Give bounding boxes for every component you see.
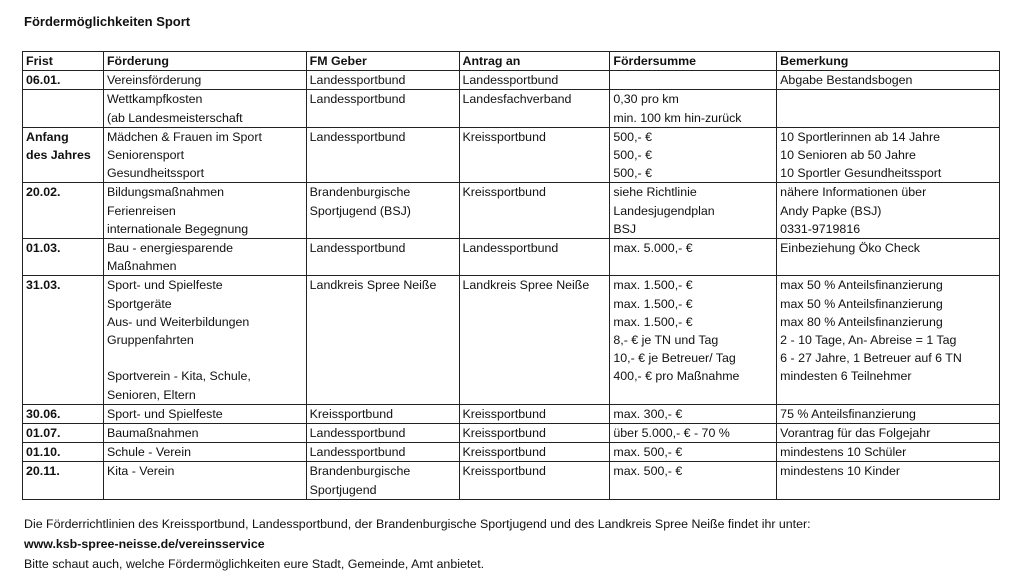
- cell-bemerkung-line: 75 % Anteilsfinanzierung: [780, 406, 916, 421]
- cell-foerdersumme-line: max. 1.500,- €: [613, 278, 693, 293]
- table-row: [23, 71, 1000, 90]
- cell-fm-geber: [306, 239, 459, 276]
- cell-antrag-an: [459, 462, 610, 499]
- cell-frist: [23, 90, 104, 127]
- cell-antrag-an-line: Landessportbund: [462, 241, 559, 256]
- table-row: [23, 90, 1000, 127]
- cell-fm-geber-line: Landessportbund: [309, 129, 406, 144]
- footer-hint: Bitte schaut auch, welche Fördermöglichkeiten eure Stadt, Gemeinde, Amt anbietet.: [24, 557, 485, 571]
- cell-antrag-an: [459, 276, 610, 404]
- cell-frist: [23, 71, 104, 90]
- cell-frist: [23, 276, 104, 404]
- cell-bemerkung-line: 10 Sportler Gesundheitssport: [780, 166, 942, 181]
- cell-fm-geber-line: Landessportbund: [309, 92, 406, 107]
- header-foerdersumme: Fördersumme: [610, 52, 777, 71]
- cell-foerderung-line: (ab Landesmeisterschaft: [106, 110, 243, 125]
- cell-foerderung-line: Baumaßnahmen: [106, 426, 199, 441]
- cell-foerderung: [103, 183, 306, 239]
- cell-foerderung-line: internationale Begegnung: [106, 221, 249, 236]
- cell-foerderung-line: Sportverein - Kita, Schule,: [106, 369, 251, 384]
- header-fm-geber: FM Geber: [306, 52, 459, 71]
- cell-antrag-an-line: Kreissportbund: [462, 185, 546, 200]
- cell-antrag-an: [459, 127, 610, 183]
- table-row: [23, 239, 1000, 276]
- cell-foerdersumme-line: 0,30 pro km: [613, 92, 679, 107]
- cell-bemerkung: [777, 71, 1000, 90]
- cell-foerderung-line: Seniorensport: [106, 148, 185, 163]
- table-row: [23, 127, 1000, 183]
- table-row: [23, 462, 1000, 499]
- cell-frist: [23, 239, 104, 276]
- cell-antrag-an-line: Kreissportbund: [462, 406, 546, 421]
- cell-antrag-an-line: Landkreis Spree Neiße: [462, 278, 590, 293]
- cell-frist: [23, 127, 104, 183]
- cell-bemerkung-line: mindesten 6 Teilnehmer: [780, 369, 912, 384]
- page-title: Fördermöglichkeiten Sport: [24, 14, 191, 29]
- cell-foerdersumme: [610, 276, 777, 404]
- table-header-row: [23, 52, 1000, 71]
- cell-frist: [23, 443, 104, 462]
- cell-foerdersumme-line: 500,- €: [613, 129, 652, 144]
- cell-antrag-an: [459, 443, 610, 462]
- cell-frist: [23, 424, 104, 443]
- cell-bemerkung: [777, 276, 1000, 404]
- cell-foerdersumme-line: max. 500,- €: [613, 464, 683, 479]
- header-foerderung: Förderung: [103, 52, 306, 71]
- cell-foerdersumme-line: max. 300,- €: [613, 406, 683, 421]
- cell-fm-geber-line: Landessportbund: [309, 445, 406, 460]
- cell-foerderung: [103, 90, 306, 127]
- cell-frist-line: des Jahres: [26, 148, 91, 163]
- funding-table: [22, 51, 1000, 500]
- cell-fm-geber: [306, 443, 459, 462]
- cell-bemerkung-line: nähere Informationen über: [780, 185, 927, 200]
- cell-bemerkung-line: 2 - 10 Tage, An- Abreise = 1 Tag: [780, 333, 957, 348]
- cell-antrag-an-line: Kreissportbund: [462, 464, 546, 479]
- cell-foerderung-line: Schule - Verein: [106, 445, 191, 460]
- header-frist: Frist: [23, 52, 104, 71]
- table-row: [23, 276, 1000, 404]
- cell-foerdersumme: [610, 239, 777, 276]
- cell-foerderung-line: Senioren, Eltern: [106, 387, 196, 402]
- cell-foerdersumme-line: max. 1.500,- €: [613, 314, 693, 329]
- cell-fm-geber: [306, 183, 459, 239]
- cell-bemerkung-line: 10 Sportlerinnen ab 14 Jahre: [780, 129, 940, 144]
- cell-foerderung-line: Gesundheitssport: [106, 166, 205, 181]
- cell-fm-geber: [306, 462, 459, 499]
- cell-fm-geber-line: Brandenburgische: [309, 185, 411, 200]
- cell-frist-line: 20.11.: [26, 464, 60, 479]
- table-row: [23, 424, 1000, 443]
- cell-foerdersumme-line: min. 100 km hin-zurück: [613, 110, 742, 125]
- table-body: [23, 71, 1000, 500]
- cell-bemerkung: [777, 443, 1000, 462]
- cell-foerderung-line: Vereinsförderung: [106, 73, 202, 88]
- cell-fm-geber: [306, 404, 459, 423]
- cell-foerdersumme-line: BSJ: [613, 221, 637, 236]
- cell-bemerkung-line: Andy Papke (BSJ): [780, 203, 882, 218]
- cell-frist-line: 01.07.: [26, 426, 61, 441]
- cell-fm-geber-line: Brandenburgische: [309, 464, 411, 479]
- cell-foerdersumme: [610, 404, 777, 423]
- cell-bemerkung-line: max 50 % Anteilsfinanzierung: [780, 278, 943, 293]
- table-row: [23, 183, 1000, 239]
- cell-foerdersumme: [610, 443, 777, 462]
- cell-frist-line: 06.01.: [26, 73, 61, 88]
- cell-fm-geber-line: Sportjugend (BSJ): [309, 203, 411, 218]
- cell-antrag-an-line: Kreissportbund: [462, 129, 546, 144]
- cell-foerderung-line: Aus- und Weiterbildungen: [106, 314, 250, 329]
- cell-bemerkung-line: Abgabe Bestandsbogen: [780, 73, 913, 88]
- cell-fm-geber: [306, 276, 459, 404]
- cell-antrag-an: [459, 239, 610, 276]
- cell-frist-line: 20.02.: [26, 185, 61, 200]
- cell-frist-line: 31.03.: [26, 278, 61, 293]
- cell-antrag-an: [459, 424, 610, 443]
- cell-foerderung: [103, 127, 306, 183]
- cell-antrag-an: [459, 183, 610, 239]
- cell-foerderung-line: Wettkampfkosten: [106, 92, 203, 107]
- cell-foerderung-line: Kita - Verein: [106, 464, 175, 479]
- footer-text: Die Förderrichtlinien des Kreissportbund, Landessportbund, der Brandenburgische Sportjugend und des Landkreis Spree Neiße findet ihr unter:: [24, 517, 811, 531]
- cell-antrag-an: [459, 90, 610, 127]
- cell-bemerkung-line: Einbeziehung Öko Check: [780, 241, 920, 256]
- cell-foerderung: [103, 276, 306, 404]
- cell-bemerkung: [777, 183, 1000, 239]
- cell-foerdersumme-line: 10,- € je Betreuer/ Tag: [613, 351, 736, 366]
- cell-fm-geber-line: Landkreis Spree Neiße: [309, 278, 437, 293]
- cell-fm-geber-line: Sportjugend: [309, 482, 377, 497]
- cell-frist-line: 01.03.: [26, 241, 61, 256]
- cell-bemerkung: [777, 239, 1000, 276]
- cell-frist: [23, 404, 104, 423]
- cell-foerderung-line: Bau - energiesparende: [106, 241, 233, 256]
- cell-foerderung-line: Mädchen & Frauen im Sport: [106, 129, 262, 144]
- cell-foerderung: [103, 443, 306, 462]
- cell-bemerkung-line: Vorantrag für das Folgejahr: [780, 426, 931, 441]
- cell-bemerkung-line: mindestens 10 Kinder: [780, 464, 901, 479]
- cell-foerdersumme: [610, 424, 777, 443]
- cell-fm-geber: [306, 424, 459, 443]
- cell-foerdersumme-line: max. 500,- €: [613, 445, 683, 460]
- cell-frist: [23, 462, 104, 499]
- cell-bemerkung: [777, 462, 1000, 499]
- cell-frist-line: Anfang: [26, 129, 69, 144]
- cell-antrag-an: [459, 404, 610, 423]
- cell-foerderung: [103, 71, 306, 90]
- cell-frist: [23, 183, 104, 239]
- cell-bemerkung: [777, 404, 1000, 423]
- cell-foerderung-line: Sportgeräte: [106, 296, 172, 311]
- cell-bemerkung: [777, 90, 1000, 127]
- cell-bemerkung-line: 6 - 27 Jahre, 1 Betreuer auf 6 TN: [780, 351, 962, 366]
- cell-foerderung: [103, 424, 306, 443]
- cell-foerderung-line: [107, 349, 303, 367]
- table-row: [23, 443, 1000, 462]
- cell-fm-geber-line: Landessportbund: [309, 241, 406, 256]
- cell-foerderung-line: Ferienreisen: [106, 203, 176, 218]
- cell-foerderung-line: Maßnahmen: [106, 259, 177, 274]
- cell-foerderung-line: Sport- und Spielfeste: [106, 278, 223, 293]
- cell-foerderung-line: Sport- und Spielfeste: [106, 406, 223, 421]
- cell-foerdersumme: [610, 90, 777, 127]
- cell-foerdersumme-line: 8,- € je TN und Tag: [613, 333, 719, 348]
- cell-bemerkung: [777, 127, 1000, 183]
- cell-bemerkung-line: 0331-9719816: [780, 221, 861, 236]
- cell-bemerkung: [777, 424, 1000, 443]
- cell-fm-geber-line: Kreissportbund: [309, 406, 393, 421]
- cell-frist-line: 01.10.: [26, 445, 61, 460]
- cell-antrag-an: [459, 71, 610, 90]
- header-antrag-an: Antrag an: [459, 52, 610, 71]
- cell-fm-geber-line: Landessportbund: [309, 73, 406, 88]
- cell-foerdersumme: [610, 183, 777, 239]
- cell-foerderung-line: Bildungsmaßnahmen: [106, 185, 225, 200]
- cell-bemerkung-line: mindestens 10 Schüler: [780, 445, 907, 460]
- cell-foerdersumme-line: max. 1.500,- €: [613, 296, 693, 311]
- cell-fm-geber: [306, 90, 459, 127]
- cell-foerdersumme: [610, 71, 777, 90]
- cell-foerdersumme: [610, 462, 777, 499]
- footer-notes: [24, 514, 811, 574]
- cell-foerdersumme: [610, 127, 777, 183]
- table-row: [23, 404, 1000, 423]
- cell-foerderung-line: Gruppenfahrten: [106, 333, 194, 348]
- header-bemerkung: Bemerkung: [777, 52, 1000, 71]
- cell-fm-geber: [306, 127, 459, 183]
- cell-fm-geber-line: Landessportbund: [309, 426, 406, 441]
- cell-antrag-an-line: Kreissportbund: [462, 445, 546, 460]
- cell-frist-line: 30.06.: [26, 406, 61, 421]
- cell-foerdersumme-line: über 5.000,- € - 70 %: [613, 426, 730, 441]
- cell-bemerkung-line: max 80 % Anteilsfinanzierung: [780, 314, 943, 329]
- cell-antrag-an-line: Landessportbund: [462, 73, 559, 88]
- cell-fm-geber: [306, 71, 459, 90]
- cell-bemerkung-line: max 50 % Anteilsfinanzierung: [780, 296, 943, 311]
- cell-foerdersumme-line: Landesjugendplan: [613, 203, 715, 218]
- cell-foerderung: [103, 462, 306, 499]
- cell-foerdersumme-line: 500,- €: [613, 166, 652, 181]
- cell-foerdersumme-line: siehe Richtlinie: [613, 185, 697, 200]
- cell-antrag-an-line: Kreissportbund: [462, 426, 546, 441]
- cell-foerderung: [103, 404, 306, 423]
- cell-foerderung: [103, 239, 306, 276]
- cell-foerdersumme-line: max. 5.000,- €: [613, 241, 693, 256]
- cell-foerdersumme-line: 400,- € pro Maßnahme: [613, 369, 740, 384]
- cell-foerdersumme-line: 500,- €: [613, 148, 652, 163]
- cell-antrag-an-line: Landesfachverband: [462, 92, 572, 107]
- footer-link[interactable]: www.ksb-spree-neisse.de/vereinsservice: [24, 537, 265, 551]
- cell-bemerkung-line: 10 Senioren ab 50 Jahre: [780, 148, 916, 163]
